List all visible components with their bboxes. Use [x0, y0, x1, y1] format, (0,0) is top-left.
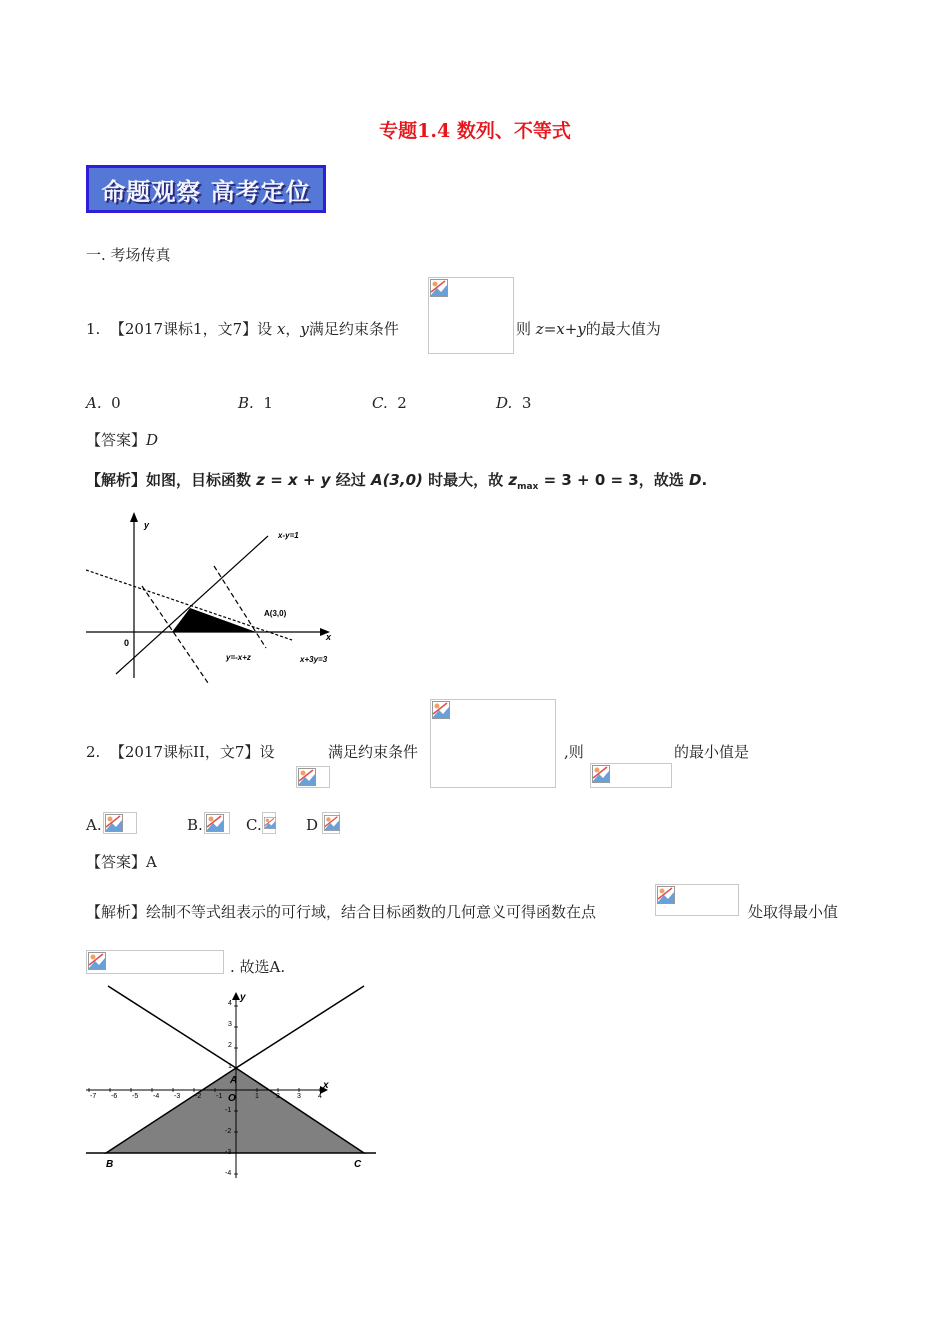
label-y: y [144, 520, 150, 530]
q2-constraints-image [430, 699, 556, 788]
xtick-label: -2 [195, 1093, 202, 1100]
analysis-text: ，故选 [638, 471, 684, 489]
q2-option-b-image [204, 812, 230, 834]
analysis-expr: z = x + y [256, 471, 331, 489]
label-point-a: A(3,0) [264, 609, 287, 618]
q1-stem-tail [516, 318, 661, 339]
q1-source: 【2017课标1，文7】 [109, 320, 258, 338]
ytick-label: 4 [228, 1000, 232, 1007]
xtick-label: 1 [255, 1093, 259, 1100]
option-value: 3 [521, 394, 532, 412]
ytick-label: 3 [228, 1021, 232, 1028]
broken-image-icon [264, 814, 276, 832]
q2-var-image [296, 766, 330, 788]
option-letter: B. [238, 394, 254, 412]
option-letter: D. [496, 394, 513, 412]
analysis-point: A(3,0) [370, 471, 423, 489]
xtick-label: -7 [90, 1093, 97, 1100]
broken-image-icon [105, 814, 123, 832]
q2-option-c: C. [246, 816, 262, 834]
ytick-label: -4 [225, 1170, 232, 1177]
y-axis-arrow [232, 992, 240, 1000]
option-letter: A. [86, 394, 102, 412]
q1-text: 满足约束条件 [308, 320, 399, 338]
option-value: 0 [111, 394, 121, 412]
ytick-label: -1 [225, 1107, 232, 1114]
q2-text: ,则 [564, 743, 584, 761]
ytick-label: 2 [228, 1042, 232, 1049]
q1-option-b [238, 394, 273, 412]
label-x: x [326, 632, 332, 642]
label-point-b: B [106, 1159, 114, 1170]
broken-image-icon [88, 952, 106, 970]
label-line2: y=-x+z [226, 653, 251, 662]
y-axis-arrow [130, 512, 138, 522]
line-left [108, 986, 236, 1068]
q1-comma: ， [285, 320, 301, 338]
q1-expr: z=x+y [535, 320, 586, 338]
section-heading: 一. 考场传真 [86, 246, 171, 264]
q1-text: 则 [516, 320, 532, 338]
broken-image-icon [206, 814, 224, 832]
q2-stem [86, 741, 274, 762]
q1-number: 1. [86, 320, 101, 338]
q1-option-a [86, 394, 121, 412]
q1-stem [86, 318, 399, 339]
q1-text: 设 [257, 320, 273, 338]
analysis-text: 处取得最小值 [748, 903, 839, 921]
broken-image-icon [430, 279, 448, 297]
figure-1 [86, 508, 356, 683]
label-line1: x-y=1 [278, 531, 299, 540]
q1-analysis [86, 469, 707, 492]
label-point-c: C [354, 1159, 362, 1170]
q2-option-d-image [322, 812, 340, 834]
q2-text: 满足约束条件 [328, 743, 419, 761]
xtick-label: -5 [132, 1093, 139, 1100]
xtick-label: -3 [174, 1093, 181, 1100]
analysis-sub: max [517, 482, 539, 492]
analysis-label: 【解析】 [86, 471, 147, 489]
analysis-end: . [701, 471, 708, 489]
label-origin: 0 [124, 638, 130, 648]
label-origin: O [228, 1093, 236, 1104]
analysis-zmax: z [508, 471, 518, 489]
answer-value: A [146, 853, 157, 871]
xtick-label: 2 [276, 1093, 280, 1100]
analysis-eq: = 3 + 0 = 3 [543, 471, 639, 489]
analysis-text: 绘制不等式组表示的可行域，结合目标函数的几何意义可得函数在点 [146, 903, 597, 921]
q2-point-image [655, 884, 739, 916]
xtick-label: 4 [318, 1093, 322, 1100]
analysis-text: . 故选A. [230, 958, 286, 976]
broken-image-icon [657, 886, 675, 904]
ytick-label: -3 [225, 1149, 232, 1156]
q1-var-y: y [300, 320, 309, 338]
answer-label: 【答案】 [86, 431, 147, 449]
label-line3: x+3y=3 [300, 655, 328, 664]
line-dashed-left [142, 586, 208, 683]
ytick-label: -2 [225, 1128, 232, 1135]
q2-answer [86, 851, 157, 872]
banner-text: 命题观察 高考定位 [101, 177, 311, 206]
q1-option-c [372, 394, 407, 412]
q2-min-value-image [86, 950, 224, 974]
option-value: 2 [397, 394, 407, 412]
q1-answer [86, 429, 158, 450]
q1-constraints-image [428, 277, 514, 354]
label-y: y [240, 992, 246, 1003]
q2-option-c-image [262, 812, 276, 834]
answer-value: D [146, 431, 159, 449]
option-letter: C. [372, 394, 388, 412]
q1-var-x: x [276, 320, 286, 338]
xtick-label: -4 [153, 1093, 160, 1100]
page-title: 专题1.4 数列、不等式 [379, 120, 571, 142]
q2-option-b: B. [187, 816, 203, 834]
line-right [236, 986, 364, 1068]
q2-objective-image [590, 763, 672, 788]
q2-text: 的最小值是 [674, 743, 750, 761]
xtick-label: -1 [216, 1093, 223, 1100]
q2-text: 设 [259, 743, 275, 761]
analysis-text: 如图，目标函数 [146, 471, 252, 489]
analysis-choice: D [688, 471, 702, 489]
q2-option-a: A. [86, 816, 102, 834]
label-x: x [323, 1080, 329, 1091]
q1-text: 的最大值为 [585, 320, 661, 338]
answer-label: 【答案】 [86, 853, 147, 871]
xtick-label: -6 [111, 1093, 118, 1100]
analysis-label: 【解析】 [86, 903, 147, 921]
q2-option-a-image [103, 812, 137, 834]
analysis-text: 时最大，故 [428, 471, 504, 489]
option-value: 1 [263, 394, 273, 412]
q2-source: 【2017课标II，文7】 [109, 743, 260, 761]
q1-option-d [496, 394, 531, 412]
q2-number: 2. [86, 743, 101, 761]
label-point-a: A [230, 1075, 238, 1086]
ytick-label: 1 [228, 1063, 232, 1070]
xtick-label: 3 [297, 1093, 301, 1100]
figure-2 [86, 984, 376, 1180]
analysis-text: 经过 [335, 471, 366, 489]
broken-image-icon [324, 814, 340, 832]
broken-image-icon [432, 701, 450, 719]
broken-image-icon [592, 765, 610, 783]
q2-analysis [86, 901, 596, 922]
section-banner [86, 165, 326, 213]
broken-image-icon [298, 768, 316, 786]
q2-option-d: D [306, 816, 319, 834]
